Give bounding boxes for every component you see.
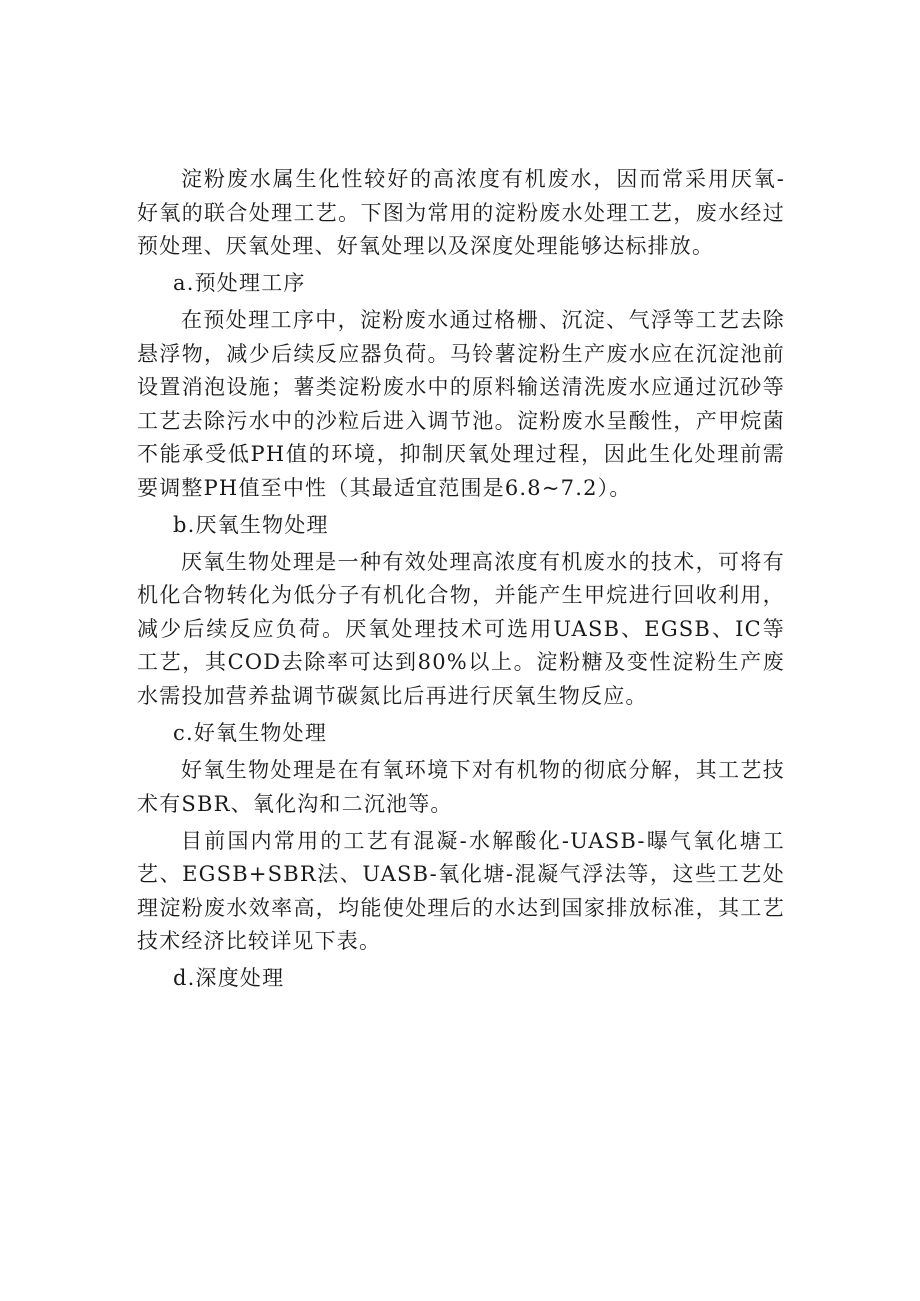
section-heading-pretreatment: a.预处理工序 — [173, 271, 306, 296]
process-comparison-paragraph: 目前国内常用的工艺有混凝-水解酸化-UASB-曝气氧化塘工艺、EGSB+SBR法、UASB-氧化塘-混凝气浮法等，这些工艺处理淀粉废水效率高，均能使处理后的水达到国家排放标准，其工艺技术经济比较详见下表。 — [137, 828, 785, 954]
section-heading-anaerobic: b.厌氧生物处理 — [173, 512, 329, 537]
pretreatment-paragraph: 在预处理工序中，淀粉废水通过格栅、沉淀、气浮等工艺去除悬浮物，减少后续反应器负荷。马铃薯淀粉生产废水应在沉淀池前设置消泡设施；薯类淀粉废水中的原料输送清洗废水应通过沉砂等工艺去除污水中的沙粒后进入调节池。淀粉废水呈酸性，产甲烷菌不能承受低PH值的环境，抑制厌氧处理过程，因此生化处理前需要调整PH值至中性（其最适宜范围是6.8~7.2）。 — [137, 308, 785, 500]
document-body — [137, 163, 785, 999]
section-heading-advanced: d.深度处理 — [173, 966, 285, 991]
intro-paragraph: 淀粉废水属生化性较好的高浓度有机废水，因而常采用厌氧-好氧的联合处理工艺。下图为常用的淀粉废水处理工艺，废水经过预处理、厌氧处理、好氧处理以及深度处理能够达标排放。 — [137, 167, 785, 258]
aerobic-paragraph: 好氧生物处理是在有氧环境下对有机物的彻底分解，其工艺技术有SBR、氧化沟和二沉池等。 — [137, 758, 785, 816]
anaerobic-paragraph: 厌氧生物处理是一种有效处理高浓度有机废水的技术，可将有机化合物转化为低分子有机化合物，并能产生甲烷进行回收利用，减少后续反应负荷。厌氧处理技术可选用UASB、EGSB、IC等工艺，其COD去除率可达到80%以上。淀粉糖及变性淀粉生产废水需投加营养盐调节碳氮比后再进行厌氧生物反应。 — [137, 549, 785, 708]
section-heading-aerobic: c.好氧生物处理 — [173, 720, 328, 745]
